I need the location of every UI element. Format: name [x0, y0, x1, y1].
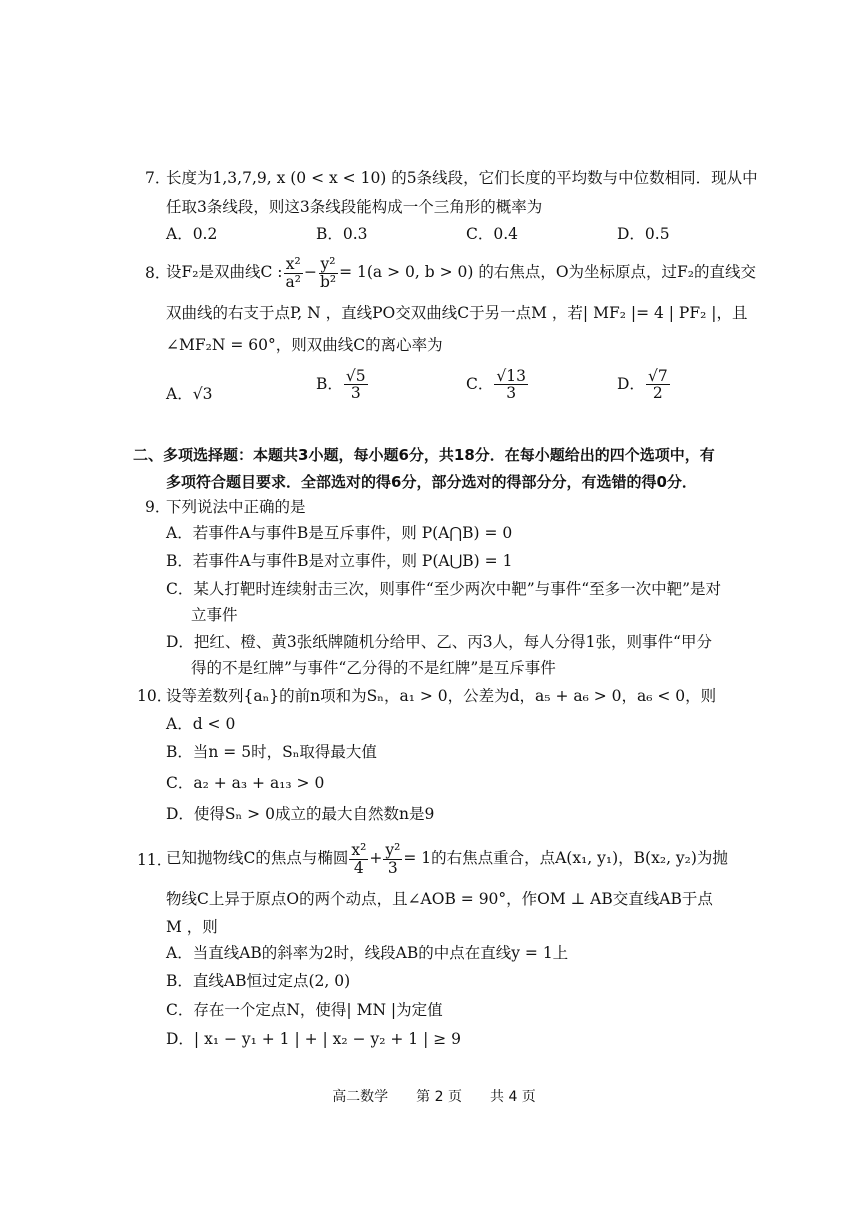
q8-frac-x	[283, 256, 302, 290]
q11-option-c: C．存在一个定点N，使得| MN |为定值	[166, 1001, 443, 1019]
q8-option-a-label: A．	[166, 385, 193, 403]
q8-option-b-den: 3	[350, 384, 361, 403]
q8-option-c	[466, 368, 529, 402]
q8-line1-pre: 设F₂是双曲线C :	[166, 263, 283, 281]
q11-number: 11．	[137, 851, 173, 869]
q11-frac-x	[349, 842, 368, 876]
q11-stem-line1: 已知抛物线C的焦点与椭圆 $\frac{\text{x²}}{4}$ + $\frac{\text{y²}}{3}$ = 1的右焦点重合，点A(x₁, y₁)，B(x₂, y₂)为抛	[166, 841, 728, 877]
q7-option-b: B．0.3	[316, 225, 368, 243]
q8-option-d-label: D．	[617, 374, 645, 393]
q11-frac-y-den: 3	[387, 858, 398, 877]
page-footer: 高二数学 第 2 页 共 4 页	[332, 1089, 536, 1105]
q11-option-b: B．直线AB恒过定点(2, 0)	[166, 972, 351, 990]
q8-stem-line1: 设F₂是双曲线C : $\frac{\text{x²}}{\text{a²}}$ − $\frac{\text{y²}}{\text{b²}}$ = 1(a > 0, b > 0) 的右焦点，O为坐标原点，过F₂的直线交	[166, 255, 756, 291]
q9-stem: 下列说法中正确的是	[166, 498, 306, 516]
q7-number: 7．	[145, 169, 171, 187]
q9-option-c-line2: 立事件	[191, 606, 238, 624]
q11-frac-y-num: y²	[385, 841, 401, 860]
q11-frac-x-num: x²	[351, 841, 367, 860]
q8-stem-line3: ∠MF₂N = 60°，则双曲线C的离心率为	[166, 336, 443, 354]
q11-option-d: D．| x₁ − y₁ + 1 | + | x₂ − y₂ + 1 | ≥ 9	[166, 1030, 462, 1048]
q8-option-b-label: B．	[316, 374, 343, 393]
q7-stem-line1: 长度为1,3,7,9, x (0 < x < 10) 的5条线段，它们长度的平均数与中位数相同．现从中	[166, 169, 758, 187]
q11-line1-pre: 已知抛物线C的焦点与椭圆	[166, 849, 349, 867]
q7-option-c: C．0.4	[466, 225, 519, 243]
q9-option-d-line1: D．把红、橙、黄3张纸牌随机分给甲、乙、丙3人，每人分得1张，则事件“甲分	[166, 633, 712, 651]
q8-option-a	[166, 382, 212, 404]
q9-option-b: B．若事件A与事件B是对立事件，则 P(A⋃B) = 1	[166, 552, 513, 570]
q8-option-d-num: √7	[647, 367, 668, 385]
q8-option-d-den: 2	[652, 384, 663, 403]
q10-option-b: B．当n = 5时，Sₙ取得最大值	[166, 743, 377, 761]
q8-option-d	[617, 368, 671, 402]
q11-frac-x-den: 4	[353, 858, 364, 877]
q11-stem-line3: M ，则	[166, 918, 218, 936]
q8-option-b-num: √5	[345, 367, 366, 385]
q8-frac-y	[318, 256, 338, 290]
q8-stem-line2: 双曲线的右支于点P, N ，直线PO交双曲线C于另一点M ，若| MF₂ |= 4 | PF₂ |，且	[166, 304, 748, 322]
q10-option-a: A．d < 0	[166, 715, 236, 733]
q8-option-c-den: 3	[506, 384, 517, 403]
q11-option-a: A．当直线AB的斜率为2时，线段AB的中点在直线y = 1上	[166, 944, 569, 962]
q7-option-d: D．0.5	[617, 225, 670, 243]
q9-option-d-line2: 得的不是红牌”与事件“乙分得的不是红牌”是互斥事件	[191, 659, 556, 677]
q8-option-c-num: √13	[496, 367, 526, 385]
q8-number: 8．	[145, 264, 171, 282]
q8-option-b-frac	[344, 368, 368, 402]
q9-number: 9．	[145, 498, 171, 516]
q11-stem-line2: 物线C上异于原点O的两个动点，且∠AOB = 90°，作OM ⊥ AB交直线AB于点	[166, 890, 713, 908]
q7-option-a: A．0.2	[166, 225, 218, 243]
q8-option-d-frac	[646, 368, 670, 402]
q10-number: 10．	[137, 687, 173, 705]
q8-frac-x-num: x²	[285, 255, 301, 274]
q9-option-c-line1: C．某人打靶时连续射击三次，则事件“至少两次中靶”与事件“至多一次中靶”是对	[166, 580, 722, 598]
q8-frac-y-num: y²	[320, 255, 336, 274]
q8-option-b	[316, 368, 369, 402]
q10-stem: 设等差数列{aₙ}的前n项和为Sₙ，a₁ > 0，公差为d，a₅ + a₆ > 0，a₆ < 0，则	[166, 687, 717, 705]
q7-stem-line2: 任取3条线段，则这3条线段能构成一个三角形的概率为	[166, 198, 543, 216]
q8-option-a-value: √3	[192, 385, 213, 403]
q10-option-d: D．使得Sₙ > 0成立的最大自然数n是9	[166, 805, 435, 823]
q10-option-c: C．a₂ + a₃ + a₁₃ > 0	[166, 774, 325, 792]
q8-frac-y-den: b²	[319, 272, 337, 291]
q8-option-c-label: C．	[466, 374, 494, 393]
section2-heading-line2: 多项符合题目要求．全部选对的得6分，部分选对的得部分分，有选错的得0分．	[166, 473, 697, 491]
q8-option-c-frac	[494, 368, 528, 402]
q11-line1-post: = 1的右焦点重合，点A(x₁, y₁)，B(x₂, y₂)为抛	[403, 849, 728, 867]
q8-frac-x-den: a²	[285, 272, 301, 291]
q9-option-a: A．若事件A与事件B是互斥事件，则 P(A⋂B) = 0	[166, 524, 513, 542]
q8-line1-post: = 1(a > 0, b > 0) 的右焦点，O为坐标原点，过F₂的直线交	[339, 263, 756, 281]
section2-heading-line1: 二、多项选择题：本题共3小题，每小题6分，共18分．在每小题给出的四个选项中，有	[133, 446, 715, 464]
q11-frac-y	[383, 842, 402, 876]
